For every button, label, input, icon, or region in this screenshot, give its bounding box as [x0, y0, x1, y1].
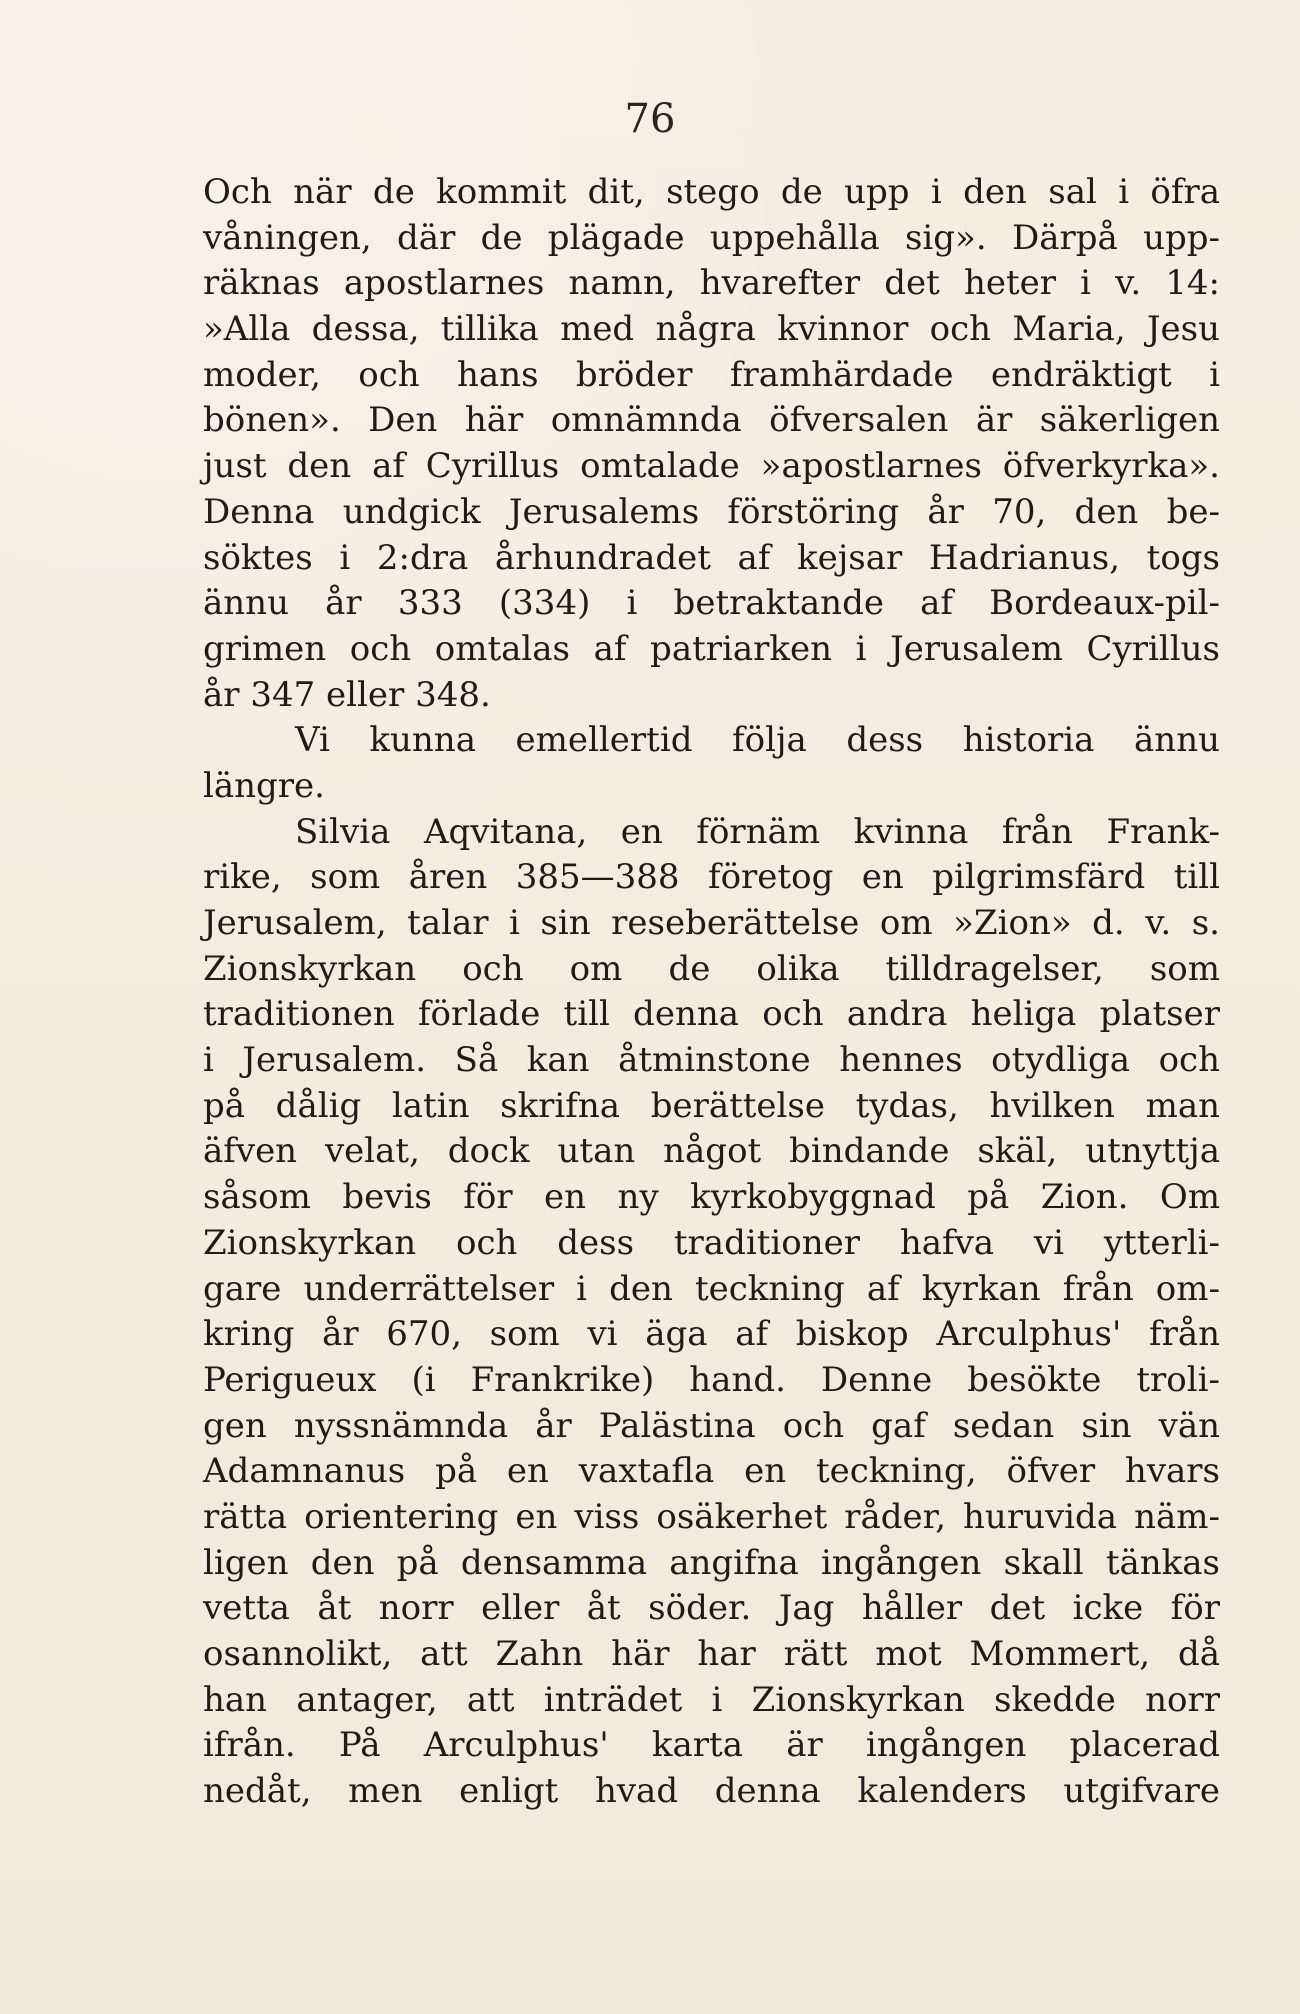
text-line: år 347 eller 348.: [203, 674, 491, 715]
text-line: ännu år 333 (334) i betraktande af Bordeaux-pil-: [203, 583, 1220, 624]
text-line: rätta orientering en viss osäkerhet råder, huruvida näm-: [203, 1496, 1220, 1537]
text-line: han antager, att inträdet i Zionskyrkan skedde norr: [203, 1679, 1220, 1720]
text-line: längre.: [203, 765, 325, 806]
text-line: vetta åt norr eller åt söder. Jag håller det icke för: [203, 1588, 1220, 1629]
text-line: såsom bevis för en ny kyrkobyggnad på Zion. Om: [203, 1177, 1220, 1218]
text-line: grimen och omtalas af patriarken i Jerusalem Cyrillus: [203, 628, 1220, 669]
text-line: äfven velat, dock utan något bindande skäl, utnyttja: [203, 1131, 1220, 1172]
text-line: Och när de kommit dit, stego de upp i den sal i öfra: [203, 172, 1220, 212]
text-line: räknas apostlarnes namn, hvarefter det heter i v. 14:: [203, 263, 1220, 304]
text-line: rike, som åren 385—388 företog en pilgrimsfärd till: [203, 857, 1220, 898]
text-line: ligen den på densamma angifna ingången skall tänkas: [203, 1542, 1220, 1583]
text-line: osannolikt, att Zahn här har rätt mot Mommert, då: [203, 1634, 1220, 1674]
text-line: »Alla dessa, tillika med några kvinnor och Maria, Jesu: [203, 309, 1220, 350]
page-number: 76: [624, 96, 676, 142]
text-line: nedåt, men enligt hvad denna kalenders utgifvare: [203, 1771, 1220, 1812]
text-line: Jerusalem, talar i sin reseberättelse om »Zion» d. v. s.: [203, 903, 1220, 943]
text-line: Zionskyrkan och om de olika tilldragelser, som: [203, 948, 1220, 989]
text-line: kring år 670, som vi äga af biskop Arculphus' från: [203, 1314, 1220, 1355]
text-line: Silvia Aqvitana, en förnäm kvinna från Frank-: [295, 811, 1220, 852]
text-line: Vi kunna emellertid följa dess historia ännu: [295, 720, 1220, 761]
text-line: i Jerusalem. Så kan åtminstone hennes otydliga och: [203, 1040, 1220, 1081]
text-line: Perigueux (i Frankrike) hand. Denne besökte troli-: [203, 1359, 1220, 1400]
text-line: moder, och hans bröder framhärdade endräktigt i: [203, 354, 1220, 395]
text-line: på dålig latin skrifna berättelse tydas, hvilken man: [203, 1085, 1220, 1126]
text-line: Adamnanus på en vaxtafla en teckning, öfver hvars: [203, 1451, 1220, 1492]
text-line: bönen». Den här omnämnda öfversalen är säkerligen: [203, 400, 1220, 441]
text-line: söktes i 2:dra århundradet af kejsar Hadrianus, togs: [203, 537, 1220, 578]
text-line: just den af Cyrillus omtalade »apostlarnes öfverkyrka».: [203, 446, 1220, 487]
text-line: traditionen förlade till denna och andra heliga platser: [203, 994, 1220, 1035]
text-line: våningen, där de plägade uppehålla sig». Därpå upp-: [203, 217, 1220, 258]
text-line: gare underrättelser i den teckning af kyrkan från om-: [203, 1268, 1220, 1309]
text-line: Denna undgick Jerusalems förstöring år 70, den be-: [203, 491, 1220, 532]
text-line: ifrån. På Arculphus' karta är ingången placerad: [203, 1725, 1220, 1766]
text-line: gen nyssnämnda år Palästina och gaf sedan sin vän: [203, 1405, 1220, 1446]
text-line: Zionskyrkan och dess traditioner hafva vi ytterli-: [203, 1222, 1220, 1263]
main-text: [203, 170, 1220, 1815]
